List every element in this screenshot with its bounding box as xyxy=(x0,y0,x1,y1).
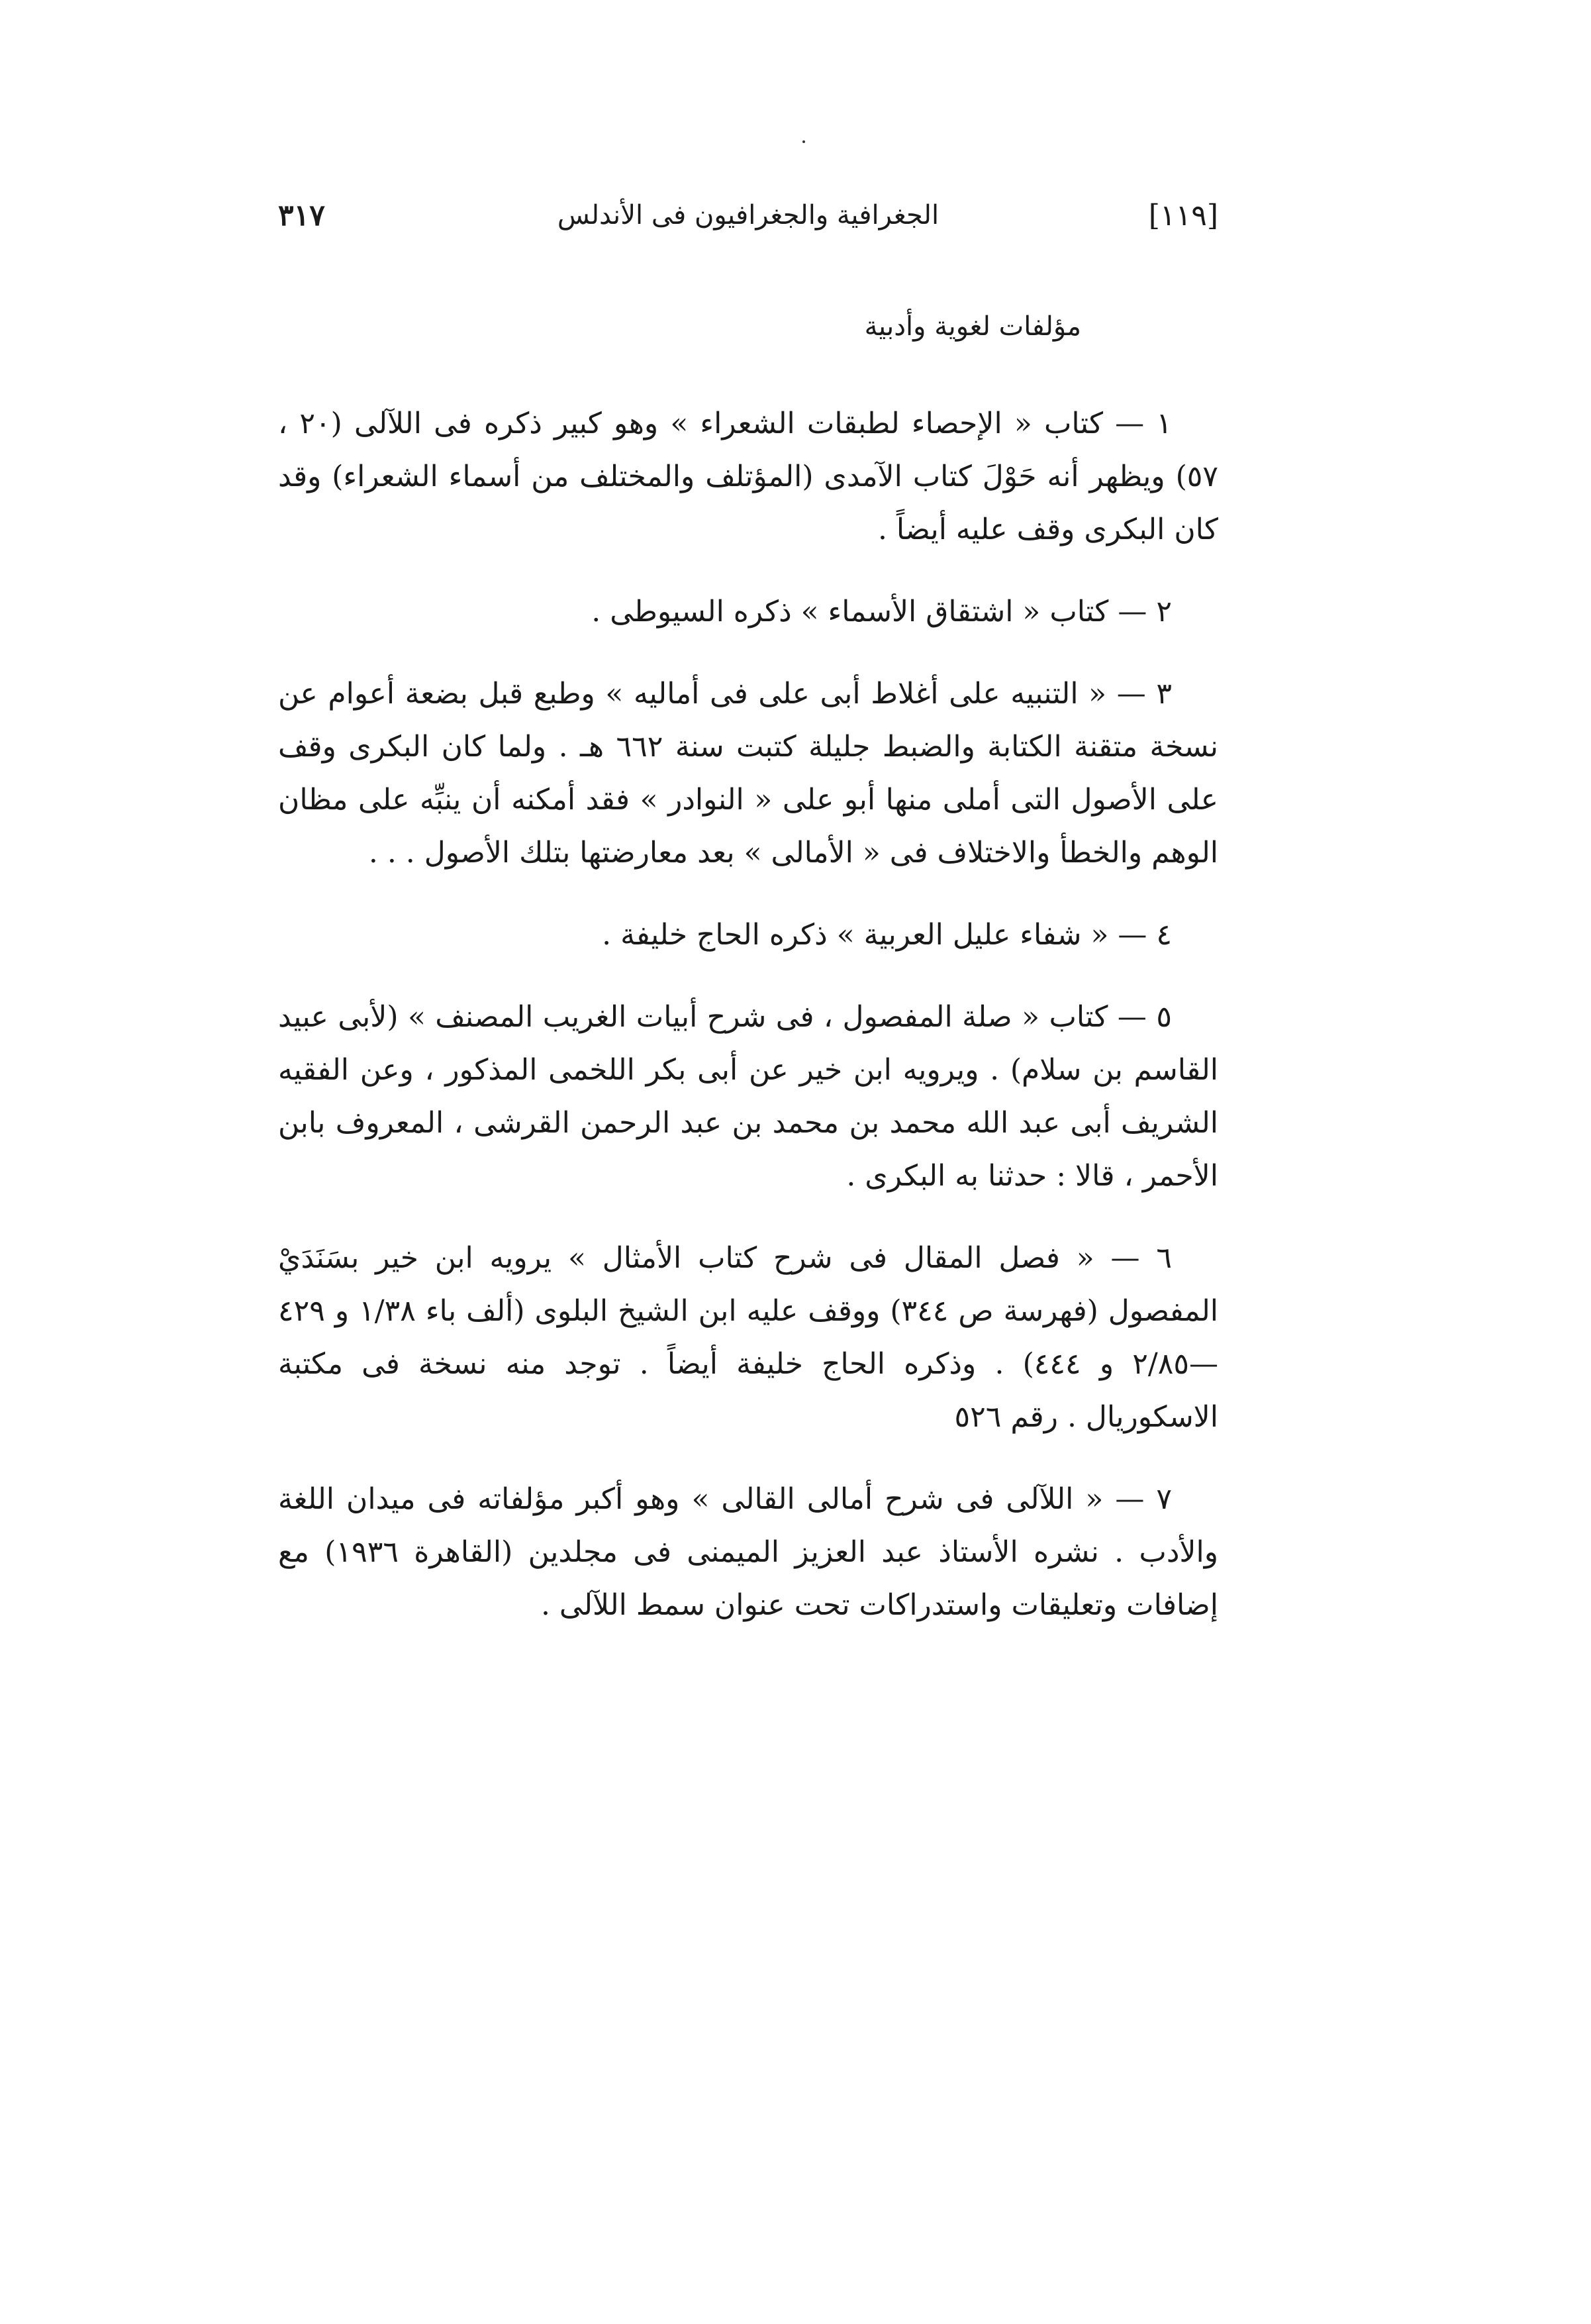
section-number: [١١٩] xyxy=(1148,199,1218,232)
entry-2: ٢ — كتاب « اشتقاق الأسماء » ذكره السيوطى . xyxy=(591,595,1172,629)
running-title: الجغرافية والجغرافيون فى الأندلس xyxy=(557,200,940,230)
printer-dot xyxy=(802,140,805,143)
section-heading: مؤلفات لغوية وأدبية xyxy=(864,311,1081,342)
entry-4: ٤ — « شفاء عليل العربية » ذكره الحاج خليفة . xyxy=(602,918,1172,952)
running-head xyxy=(278,199,1218,252)
entry-5: ٥ — كتاب « صلة المفصول ، فى شرح أبيات الغريب المصنف » (لأبى عبيد القاسم بن سلام) . ويرويه ابن خير عن أبى بكر اللخمى المذكور ، وعن الفقيه الشريف أبى عبد الله محمد بن محمد بن عبد الرحمن القرشى ، المعروف بابن الأحمر ، قالا : حدثنا به البكرى . xyxy=(278,1000,1218,1193)
entry-1: ١ — كتاب « الإحصاء لطبقات الشعراء » وهو كبير ذكره فى اللآلى (٢٠ ، ٥٧) ويظهر أنه حَوْلَ كتاب الآمدى (المؤتلف والمختلف من أسماء الشعراء) وقد كان البكرى وقف عليه أيضاً . xyxy=(278,407,1218,546)
page-number: ٣١٧ xyxy=(278,199,325,232)
entry-6: ٦ — « فصل المقال فى شرح كتاب الأمثال » يرويه ابن خير بسَنَدَيْ المفصول (فهرسة ص ٣٤٤) ووقف عليه ابن الشيخ البلوى (ألف باء ١/٣٨ و ٤٢٩—٢/٨٥ و ٤٤٤) . وذكره الحاج خليفة أيضاً . توجد منه نسخة فى مكتبة الاسكوريال . رقم ٥٢٦ xyxy=(278,1241,1218,1434)
entry-3: ٣ — « التنبيه على أغلاط أبى على فى أماليه » وطبع قبل بضعة أعوام عن نسخة متقنة الكتابة والضبط جليلة كتبت سنة ٦٦٢ هـ . ولما كان البكرى وقف على الأصول التى أملى منها أبو على « النوادر » فقد أمكنه أن ينبِّه على مظان الوهم والخطأ والاختلاف فى « الأمالى » بعد معارضتها بتلك الأصول . . . xyxy=(278,677,1218,870)
entries-list xyxy=(278,397,1218,1661)
entry-7: ٧ — « اللآلى فى شرح أمالى القالى » وهو أكبر مؤلفاته فى ميدان اللغة والأدب . نشره الأستاذ عبد العزيز الميمنى فى مجلدين (القاهرة ١٩٣٦) مع إضافات وتعليقات واستدراكات تحت عنوان سمط اللآلى . xyxy=(278,1482,1218,1622)
